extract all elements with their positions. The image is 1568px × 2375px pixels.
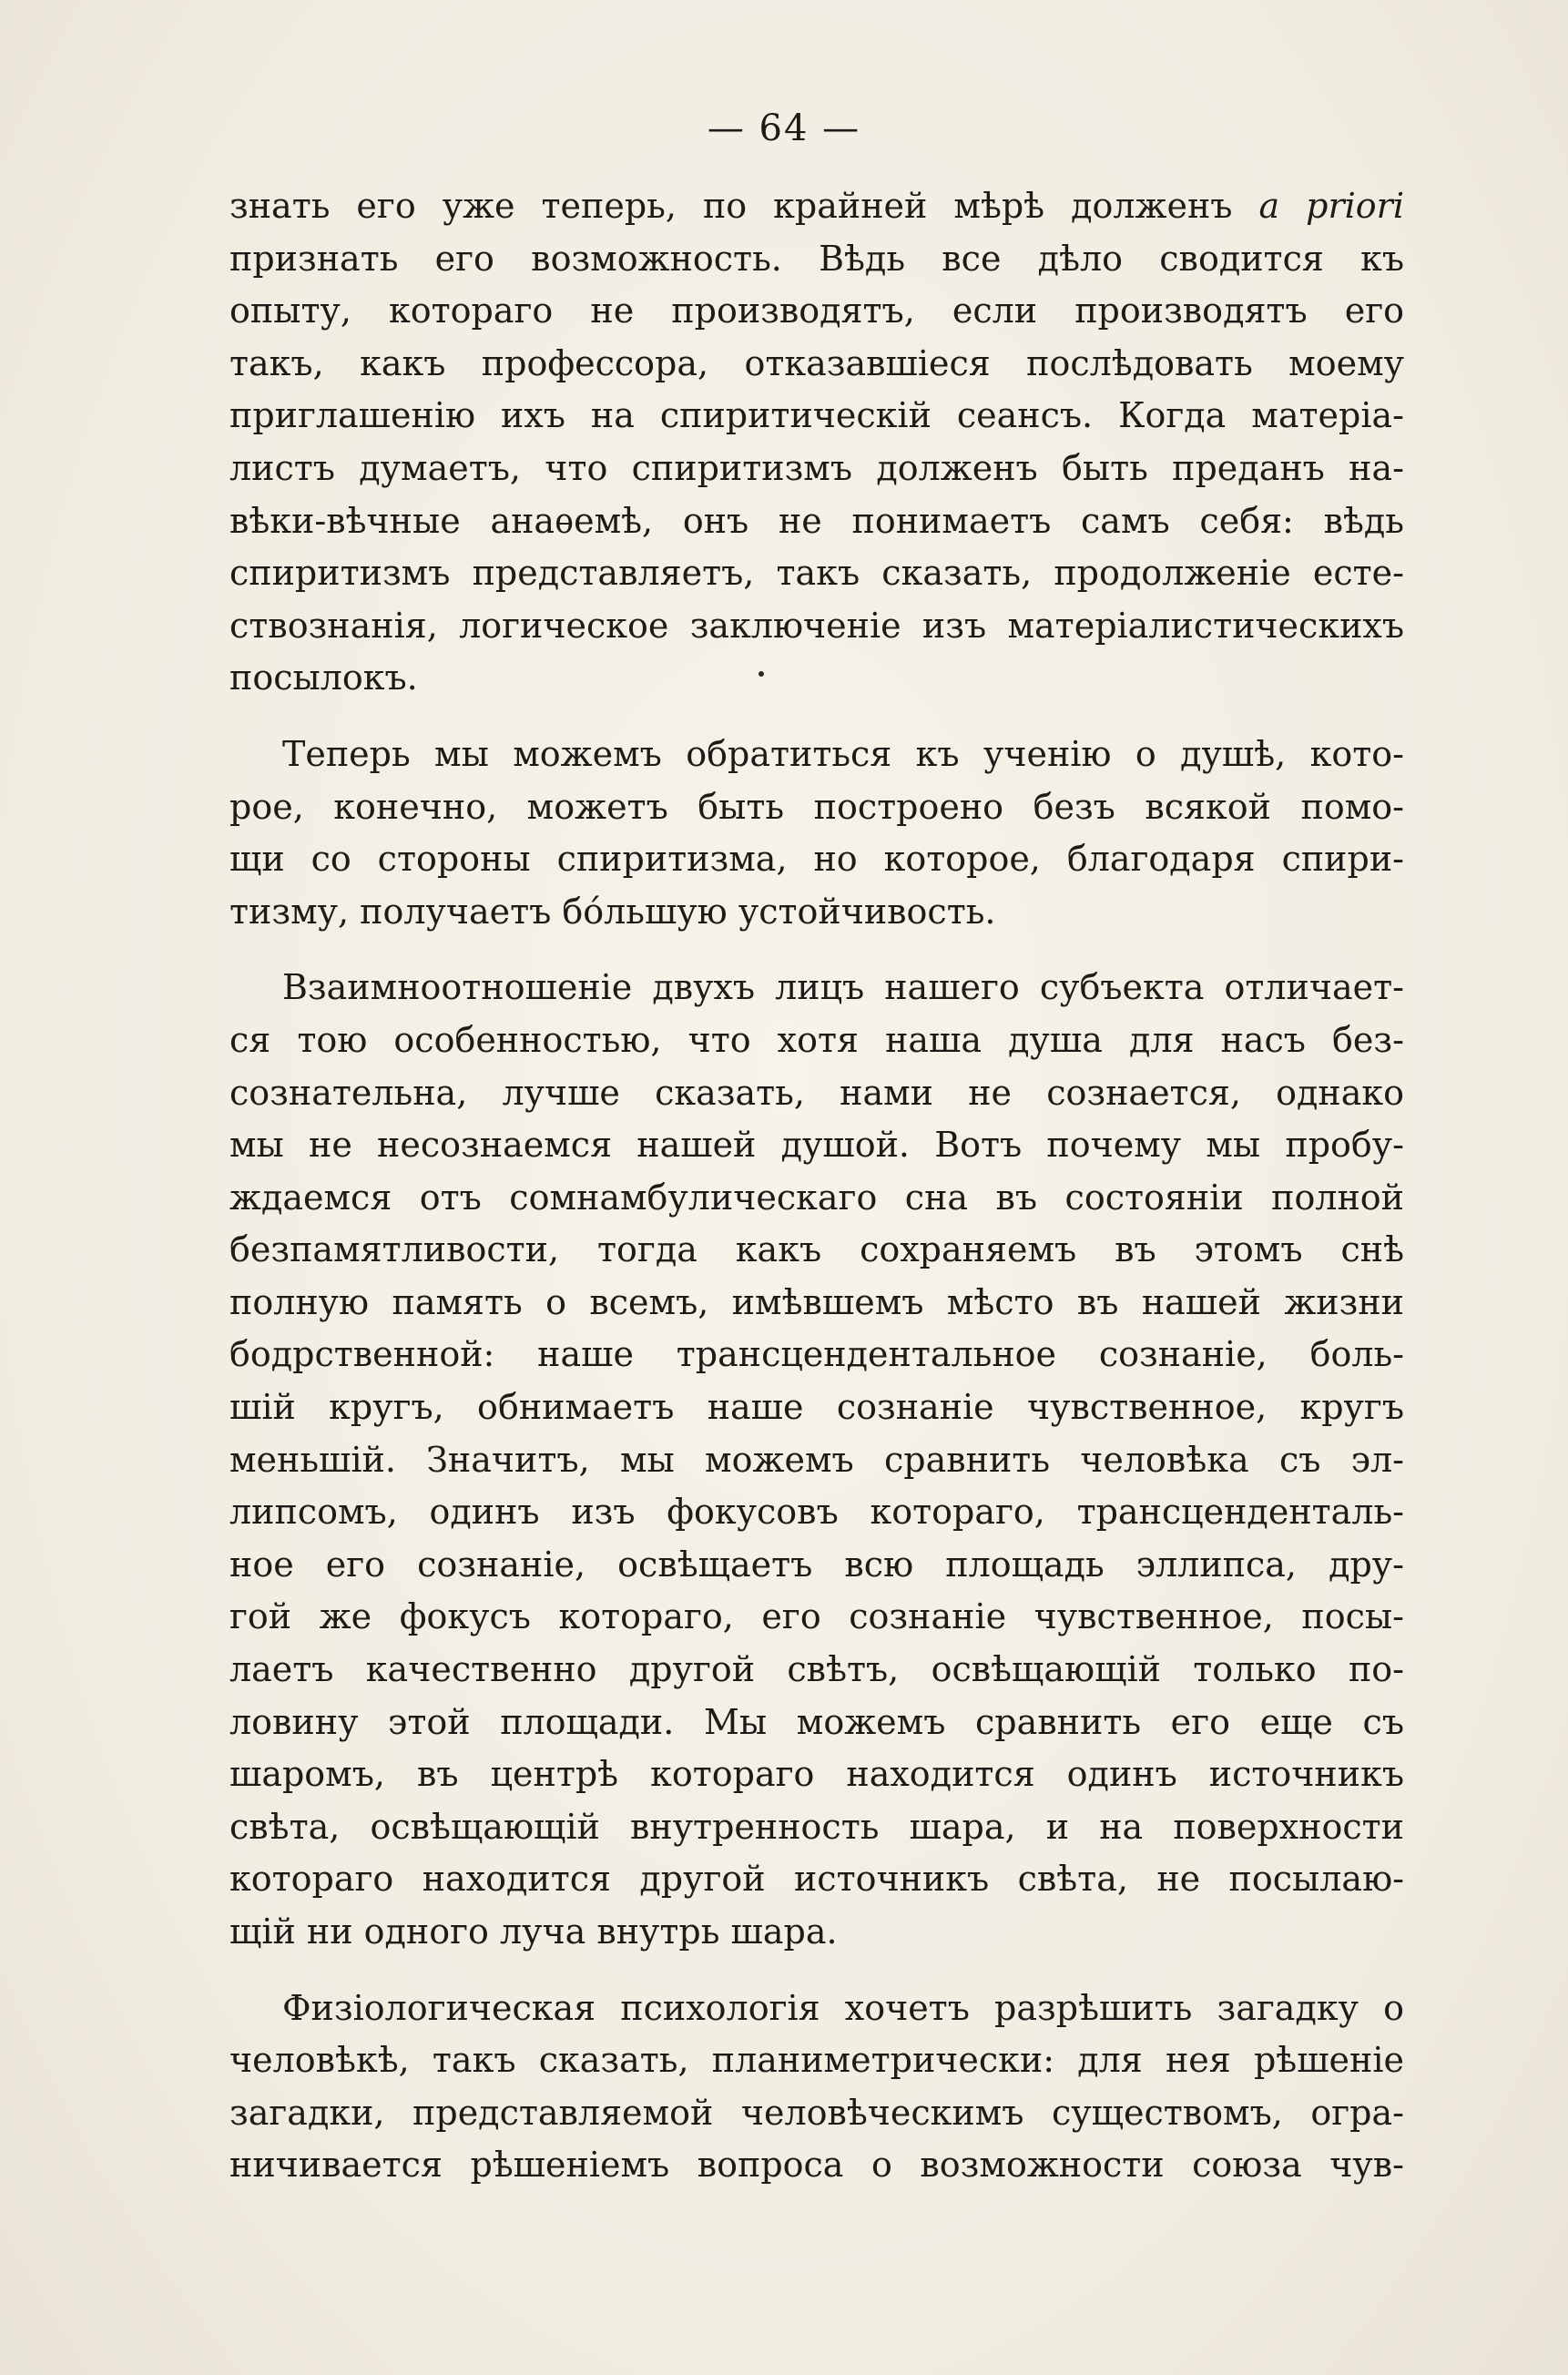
text-line: ное его сознаніе, освѣщаетъ всю площадь эллипса, дру-: [229, 1544, 1404, 1585]
text-line: Физіологическая психологія хочетъ разрѣшить загадку о: [282, 1987, 1404, 2028]
page-number: — 64 —: [707, 107, 861, 149]
text-line: лаетъ качественно другой свѣтъ, освѣщающій только по-: [229, 1649, 1404, 1690]
text-line: щій ни одного луча внутрь шара.: [229, 1911, 838, 1952]
text-line: шій кругъ, обнимаетъ наше сознаніе чувственное, кругъ: [229, 1387, 1404, 1428]
text-line: мы не несознаемся нашей душой. Вотъ почему мы пробу-: [229, 1125, 1404, 1166]
text-line: ждаемся отъ сомнамбулическаго сна въ состояніи полной: [229, 1177, 1404, 1218]
text-line: вѣки-вѣчные анаѳемѣ, онъ не понимаетъ самъ себя: вѣдь: [229, 500, 1404, 541]
text-line: щи со стороны спиритизма, но которое, благодаря спири-: [229, 839, 1404, 880]
text-line: опыту, котораго не производятъ, если производятъ его: [229, 291, 1404, 331]
text-line: рое, конечно, можетъ быть построено безъ всякой помо-: [229, 786, 1404, 827]
text-line: полную память о всемъ, имѣвшемъ мѣсто въ нашей жизни: [229, 1281, 1404, 1322]
text-line: приглашенію ихъ на спиритическій сеансъ. Когда матеріа-: [229, 395, 1404, 436]
text-line: сознательна, лучше сказать, нами не сознается, однако: [229, 1072, 1404, 1113]
italic-phrase: a priori: [1258, 186, 1404, 226]
text-line: безпамятливости, тогда какъ сохраняемъ въ этомъ снѣ: [229, 1229, 1404, 1270]
text-line: меньшій. Значитъ, мы можемъ сравнить человѣка съ эл-: [229, 1439, 1404, 1480]
text-line: липсомъ, одинъ изъ фокусовъ котораго, трансценденталь-: [229, 1492, 1404, 1533]
text-line: тизму, получаетъ бо́льшую устойчивость.: [229, 891, 996, 932]
text-line: ловину этой площади. Мы можемъ сравнить его еще съ: [229, 1701, 1404, 1742]
text-line: листъ думаетъ, что спиритизмъ долженъ быть преданъ на-: [229, 447, 1404, 488]
text-line: посылокъ.: [229, 657, 418, 698]
text-line: спиритизмъ представляетъ, такъ сказать, продолженіе есте-: [229, 553, 1404, 594]
text-line: гой же фокусъ котораго, его сознаніе чувственное, посы-: [229, 1596, 1404, 1637]
text-line: такъ, какъ профессора, отказавшіеся послѣдовать моему: [229, 342, 1404, 383]
text-line: бодрственной: наше трансцендентальное сознаніе, боль-: [229, 1334, 1404, 1375]
text-line: Взаимноотношеніе двухъ лицъ нашего субъекта отличает-: [282, 967, 1404, 1008]
text-line: котораго находится другой источникъ свѣта, не посылаю-: [229, 1859, 1404, 1900]
text-line: Теперь мы можемъ обратиться къ ученію о душѣ, кото-: [282, 733, 1404, 774]
text-line: шаромъ, въ центрѣ котораго находится одинъ источникъ: [229, 1754, 1404, 1795]
ink-speck: [759, 671, 764, 677]
text-line: человѣкѣ, такъ сказать, планиметрически: для нея рѣшеніе: [229, 2040, 1404, 2081]
text-line: свѣта, освѣщающій внутренность шара, и на поверхности: [229, 1806, 1404, 1847]
text-line: ничивается рѣшеніемъ вопроса о возможности союза чув-: [229, 2145, 1404, 2186]
text-line: знать его уже теперь, по крайней мѣрѣ долженъ a priori: [229, 186, 1404, 226]
body-text: [229, 180, 1404, 2192]
text-line: ствознанія, логическое заключеніе изъ матеріалистическихъ: [229, 605, 1404, 646]
text-line: признать его возможность. Вѣдь все дѣло сводится къ: [229, 238, 1404, 279]
text-line: загадки, представляемой человѣческимъ существомъ, огра-: [229, 2092, 1404, 2133]
text-line: ся тою особенностью, что хотя наша душа для насъ без-: [229, 1019, 1404, 1060]
